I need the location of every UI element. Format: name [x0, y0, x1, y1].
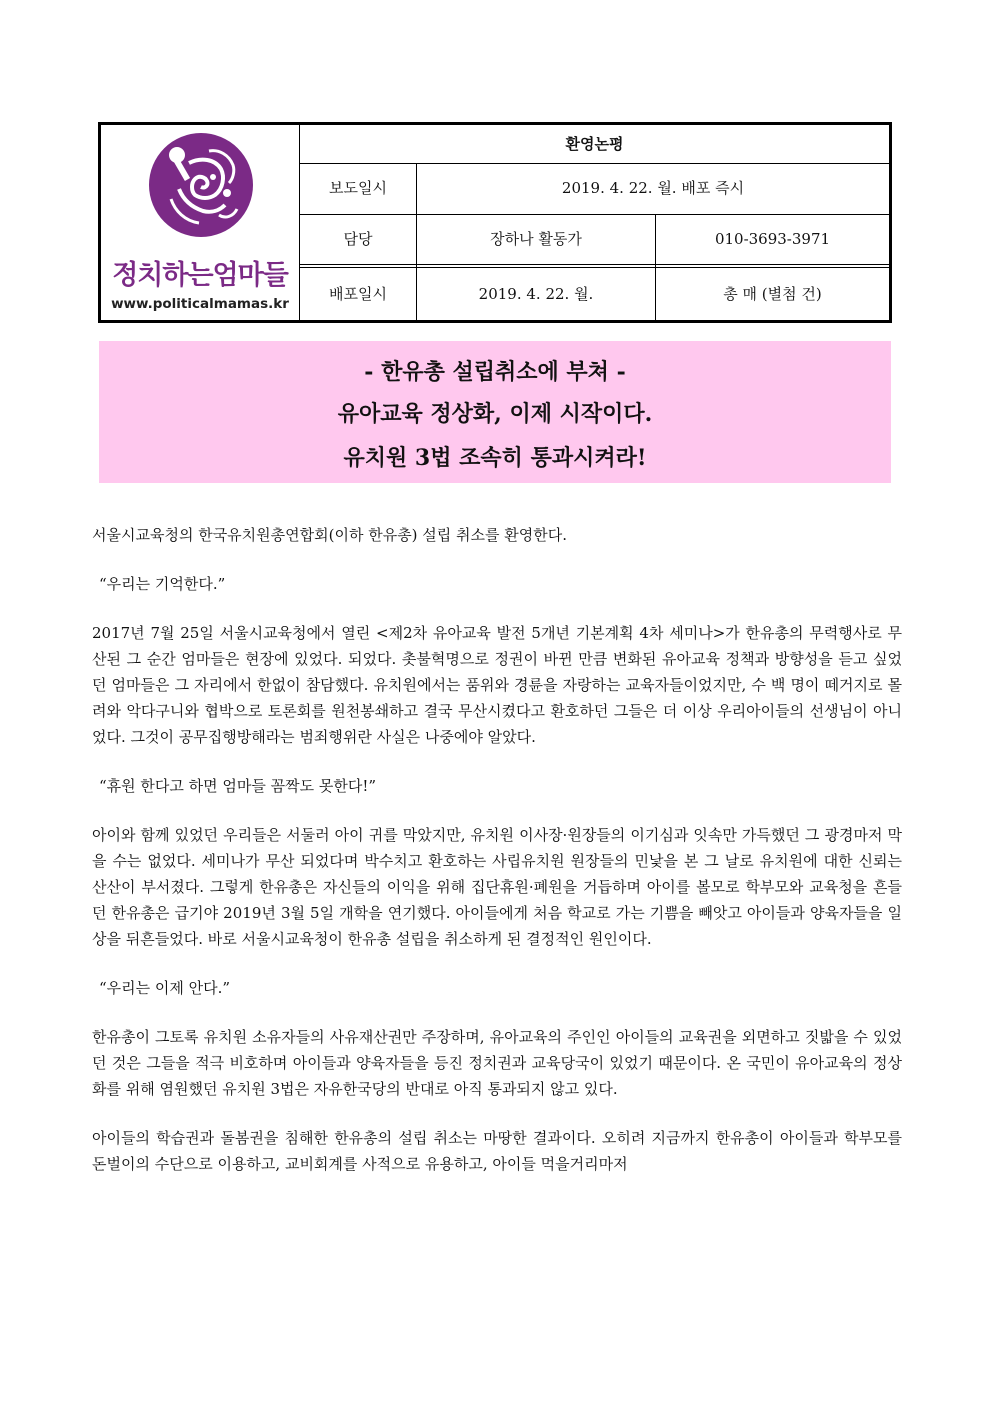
- paragraph-5: 아이들의 학습권과 돌봄권을 침해한 한유총의 설립 취소는 마땅한 결과이다. 오히려 지금까지 한유총이 아이들과 학부모를 돈벌이의 수단으로 이용하고, 교비회계를 사적으로 유용하고, 아이들 먹을거리마저: [92, 1129, 902, 1173]
- row-label-press-date: 보도일시: [300, 164, 417, 215]
- row-value-contact-name: 장하나 활동가: [417, 214, 656, 265]
- headline-line-2: 유치원 3법 조속히 통과시켜라!: [343, 445, 647, 471]
- logo-emblem-icon: [149, 133, 253, 237]
- row-value-contact-phone: 010-3693-3971: [656, 214, 891, 265]
- paragraph-2: 2017년 7월 25일 서울시교육청에서 열린 <제2차 유아교육 발전 5개년 기본계획 4차 세미나>가 한유총의 무력행사로 무산된 그 순간 엄마들은 현장에 있었다. 되었다. 촛불혁명으로 정권이 바뀐 만큼 변화된 유아교육 정책과 방향성을 듣고 싶었던 엄마들은 그 자리에서 한없이 참담했다. 유치원에서는 품위와 경륜을 자랑하는 교육자들이었지만, 수 백 명이 떼거지로 몰려와 악다구니와 협박으로 토론회를 원천봉쇄하고 결국 무산시켰다고 환호하던 그들은 더 이상 우리아이들의 선생님이 아니었다. 그것이 공무집행방해라는 범죄행위란 사실은 나중에야 알았다.: [92, 624, 902, 746]
- article-body: [92, 522, 902, 1200]
- headline-line-1: 유아교육 정상화, 이제 시작이다.: [337, 401, 653, 427]
- row-label-contact: 담당: [300, 214, 417, 265]
- logo: [101, 125, 299, 320]
- paragraph-4: 한유총이 그토록 유치원 소유자들의 사유재산권만 주장하며, 유아교육의 주인인 아이들의 교육권을 외면하고 짓밟을 수 있었던 것은 그들을 적극 비호하며 아이들과 양육자들을 등진 정치권과 교육당국이 있었기 때문이다. 온 국민이 유아교육의 정상화를 위해 염원했던 유치원 3법은 자유한국당의 반대로 아직 통과되지 않고 있다.: [92, 1028, 902, 1098]
- logo-name: 정치하는엄마들: [112, 260, 288, 291]
- row-value-page-count: 총 매 (별첨 건): [656, 268, 891, 322]
- quote-2: “휴원 한다고 하면 엄마들 꼼짝도 못한다!”: [99, 777, 377, 795]
- doc-type-title: 환영논평: [300, 124, 891, 164]
- header-table: [98, 122, 892, 323]
- row-value-press-date: 2019. 4. 22. 월. 배포 즉시: [417, 164, 891, 215]
- headline-banner: [99, 341, 891, 483]
- logo-cell: [100, 124, 300, 322]
- paragraph-3: 아이와 함께 있었던 우리들은 서둘러 아이 귀를 막았지만, 유치원 이사장·원장들의 이기심과 잇속만 가득했던 그 광경마저 막을 수는 없었다. 세미나가 무산 되었다며 박수치고 환호하는 사립유치원 원장들의 민낯을 본 그 날로 유치원에 대한 신뢰는 산산이 부서졌다. 그렇게 한유총은 자신들의 이익을 위해 집단휴원·폐원을 거듭하며 아이를 볼모로 학부모와 교육청을 흔들던 한유총은 급기야 2019년 3월 5일 개학을 연기했다. 아이들에게 처음 학교로 가는 기쁨을 빼앗고 아이들과 양육자들을 일상을 뒤흔들었다. 바로 서울시교육청이 한유총 설립을 취소하게 된 결정적인 원인이다.: [92, 826, 902, 948]
- paragraph-1: 서울시교육청의 한국유치원총연합회(이하 한유총) 설립 취소를 환영한다.: [92, 526, 568, 544]
- quote-1: “우리는 기억한다.”: [99, 575, 226, 593]
- row-value-release-date: 2019. 4. 22. 월.: [417, 268, 656, 322]
- row-label-release-date: 배포일시: [300, 268, 417, 322]
- headline-subtitle: - 한유총 설립취소에 부쳐 -: [364, 359, 626, 385]
- logo-url: www.politicalmamas.kr: [111, 296, 289, 312]
- quote-3: “우리는 이제 안다.”: [99, 979, 231, 997]
